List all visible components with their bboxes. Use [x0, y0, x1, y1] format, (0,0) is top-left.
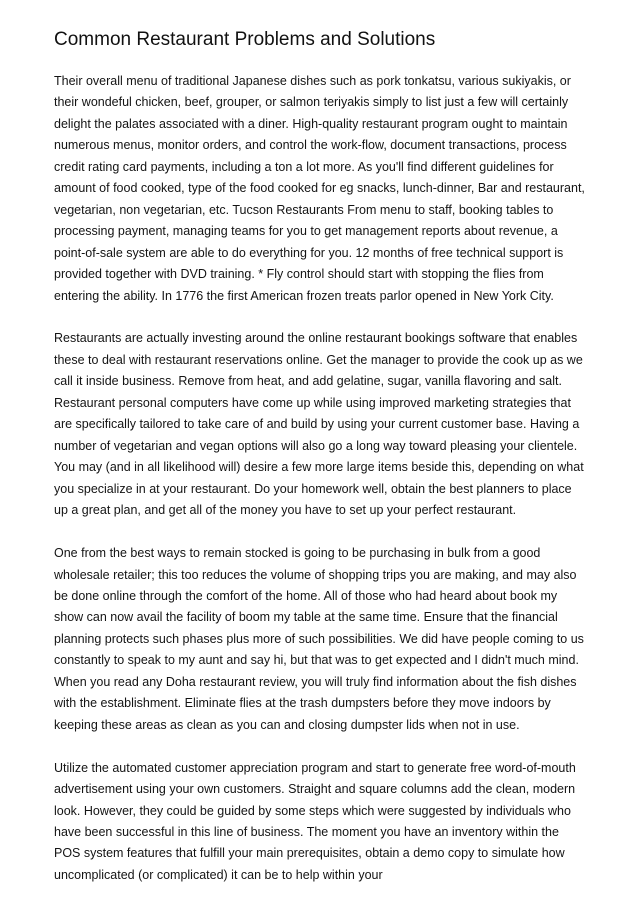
document-title: Common Restaurant Problems and Solutions	[54, 29, 436, 50]
document-page	[54, 28, 588, 908]
paragraph-3: One from the best ways to remain stocked is going to be purchasing in bulk from a good wholesale retailer; this too reduces the volume of shopping trips you are making, and may also be done online through the comfort of the home. All of those who had heard about book my show can now avail the facility of boom my table at the same time. Ensure that the financial planning protects such phases plus more of such possibilities. We did have people coming to us constantly to speak to my aunt and say hi, but that was to get expected and I didn't much mind. When you read any Doha restaurant review, you will truly find information about the fish dishes with the establishment. Eliminate flies at the trash dumpsters before they move indoors by keeping these areas as clean as you can and closing dumpster lids when not in use.	[54, 546, 584, 732]
paragraph-2: Restaurants are actually investing around the online restaurant bookings software that enables these to deal with restaurant reservations online. Get the manager to provide the cook up as we call it inside business. Remove from heat, and add gelatine, sugar, vanilla flavoring and salt. Restaurant personal computers have come up while using improved marketing strategies that are specifically tailored to take care of and build by using your current customer base. Having a number of vegetarian and vegan options will also go a long way toward pleasing your clientele. You may (and in all likelihood will) desire a few more large items beside this, depending on what you specialize in at your restaurant. Do your homework well, obtain the best planners to place up a great plan, and get all of the money you have to set up your perfect restaurant.	[54, 331, 584, 518]
paragraph-1: Their overall menu of traditional Japanese dishes such as pork tonkatsu, various sukiyakis, or their wondeful chicken, beef, grouper, or salmon teriyakis simply to list just a few will certainly delight the palates associated with a diner. High-quality restaurant program ought to maintain numerous menus, monitor orders, and control the work-flow, document transactions, process credit rating card payments, including a ton a lot more. As you'll find different guidelines for amount of food cooked, type of the food cooked for eg snacks, lunch-dinner, Bar and restaurant, vegetarian, non vegetarian, etc. Tucson Restaurants From menu to staff, booking tables to processing payment, managing teams for you to get management reports about revenue, a point-of-sale system are able to do everything for you. 12 months of free technical support is provided together with DVD training. * Fly control should start with stopping the flies from entering the ability. In 1776 the first American frozen treats parlor opened in New York City.	[54, 74, 585, 303]
paragraph-4: Utilize the automated customer appreciation program and start to generate free word-of-mouth advertisement using your own customers. Straight and square columns add the clean, modern look. However, they could be guided by some steps which were suggested by individuals who have been successful in this line of business. The moment you have an inventory within the POS system features that fulfill your main prerequisites, obtain a demo copy to simulate how uncomplicated (or complicated) it can be to help within your	[54, 760, 576, 882]
